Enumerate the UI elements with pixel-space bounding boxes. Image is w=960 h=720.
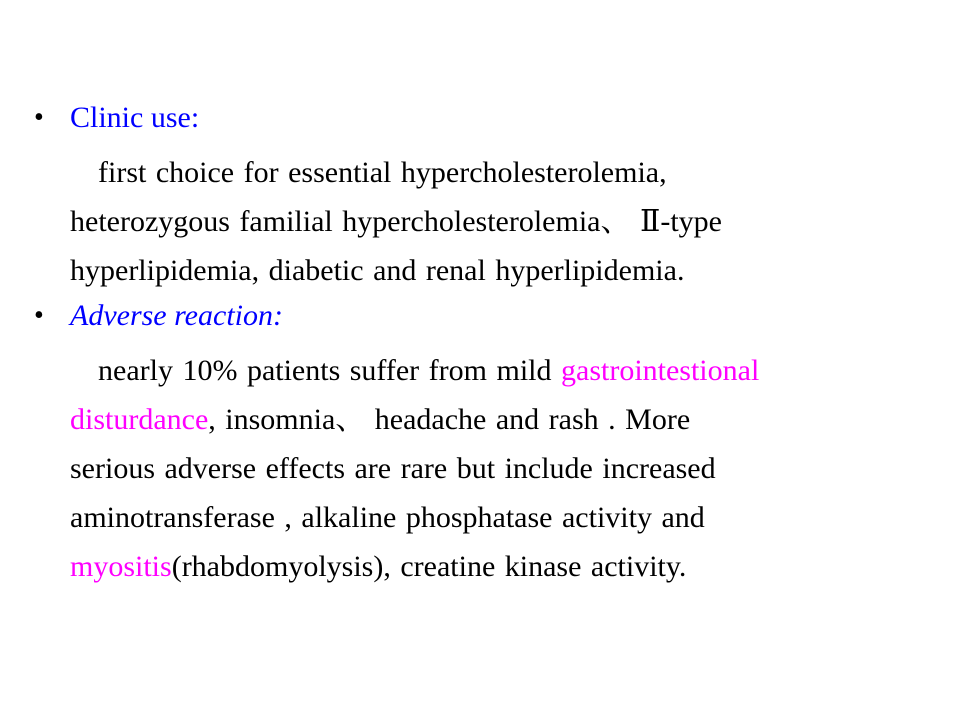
adverse-line-5-text: (rhabdomyolysis), creatine kinase activity. [171, 550, 687, 583]
adverse-line-2-text: , insomnia、 headache and rash . More [208, 403, 691, 436]
clinic-use-line-3: hyperlipidemia, diabetic and renal hyperlipidemia. [70, 254, 685, 287]
bullet-adverse-reaction [34, 296, 283, 336]
clinic-use-line-1 [70, 148, 930, 197]
gastrointestional-term: gastrointestional [561, 354, 760, 387]
myositis-term: myositis [70, 550, 172, 583]
clinic-use-line-2: heterozygous familial hypercholesterolemia、 Ⅱ-type [70, 205, 722, 238]
bullet-dot-icon: • [34, 102, 44, 133]
bullet-dot-icon: • [34, 300, 44, 331]
disturdance-term: disturdance [70, 403, 209, 436]
adverse-line-5 [70, 542, 930, 591]
bullet-clinic-use [34, 98, 199, 138]
adverse-line-1 [70, 346, 930, 395]
clinic-use-paragraph [70, 148, 930, 295]
adverse-reaction-heading: Adverse reaction: [70, 299, 283, 332]
adverse-line-1-text: nearly 10% patients suffer from mild [98, 354, 561, 387]
adverse-line-4: aminotransferase , alkaline phosphatase activity and [70, 501, 705, 534]
adverse-reaction-paragraph [70, 346, 930, 591]
clinic-use-heading: Clinic use: [70, 101, 200, 134]
clinic-use-line-1-text: first choice for essential hypercholesterolemia, [98, 156, 667, 189]
adverse-line-3: serious adverse effects are rare but include increased [70, 452, 716, 485]
adverse-line-2 [70, 395, 930, 444]
